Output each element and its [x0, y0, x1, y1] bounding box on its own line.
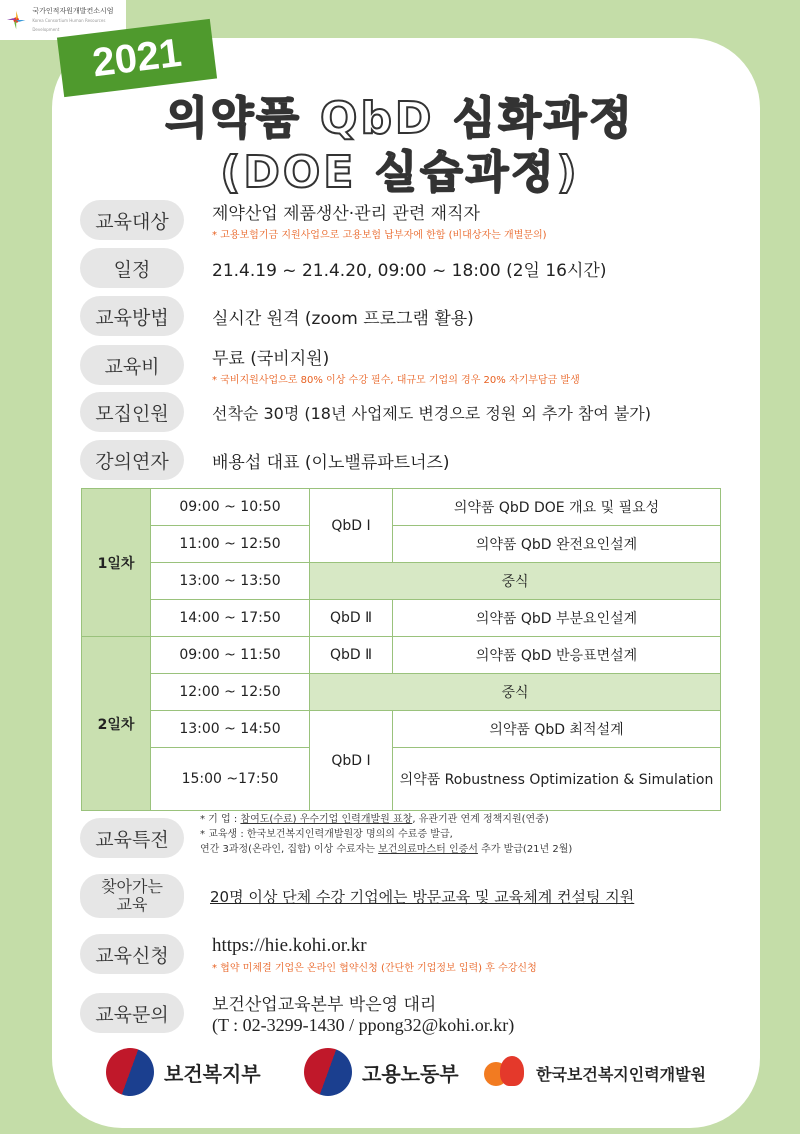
lecturer-row [80, 440, 450, 480]
program-subtitle: Korea Consortium Human Resources Development [32, 17, 106, 32]
visiting-label [80, 874, 184, 918]
visiting-label-line2: 교육 [116, 895, 148, 914]
schedule-value: 21.4.19 ~ 21.4.20, 09:00 ~ 18:00 (2일 16시간) [212, 260, 607, 281]
fee-label: 교육비 [80, 345, 184, 385]
org3-name: 한국보건복지인력개발원 [536, 1064, 707, 1084]
consortium-logo-icon [6, 9, 26, 31]
method-row [80, 296, 474, 336]
mohw-logo [106, 1048, 261, 1096]
contact-line2: (T : 02-3299-1430 / ppong32@kohi.or.kr) [212, 1015, 515, 1035]
table-row [82, 526, 721, 563]
apply-url[interactable]: https://hie.kohi.or.kr [212, 934, 367, 956]
target-label: 교육대상 [80, 200, 184, 240]
topic-cell: 의약품 QbD 완전요인설계 [393, 526, 721, 563]
feature-line3-prefix: 연간 3과정(온라인, 집합) 이상 수료자는 [200, 844, 379, 855]
table-row [82, 600, 721, 637]
lecturer-label: 강의연자 [80, 440, 184, 480]
fee-value: 무료 (국비지원) [212, 349, 330, 369]
time-cell: 13:00 ~ 14:50 [151, 711, 310, 748]
topic-cell: 의약품 Robustness Optimization & Simulation [393, 748, 721, 811]
contact-line1: 보건산업교육본부 박은영 대리 [212, 995, 437, 1015]
lecturer-value: 배용섭 대표 (이노밸류파트너즈) [212, 452, 450, 473]
table-row [82, 489, 721, 526]
lunch-cell: 중식 [310, 563, 721, 600]
target-value: 제약산업 제품생산·관리 관련 재직자 [212, 204, 480, 224]
feature-line2: * 교육생 : 한국보건복지인력개발원장 명의의 수료증 발급, [200, 829, 453, 840]
time-cell: 12:00 ~ 12:50 [151, 674, 310, 711]
schedule-row [80, 248, 606, 288]
taeguk-emblem-icon [106, 1048, 154, 1096]
feature-line1-prefix: * 기 업 : [200, 814, 241, 825]
features-row [80, 818, 184, 858]
moel-logo [304, 1048, 459, 1096]
method-value: 실시간 원격 (zoom 프로그램 활용) [212, 308, 474, 329]
time-cell: 13:00 ~ 13:50 [151, 563, 310, 600]
topic-cell: 의약품 QbD 부분요인설계 [393, 600, 721, 637]
method-label: 교육방법 [80, 296, 184, 336]
feature-line3-suffix: 추가 발급(21년 2월) [477, 844, 573, 855]
contact-label: 교육문의 [80, 993, 184, 1033]
feature-line1-suffix: , 유관기관 연계 정책지원(연중) [412, 814, 549, 825]
target-note: * 고용보험기금 지원사업으로 고용보험 납부자에 한함 (비대상자는 개별문의) [212, 230, 547, 241]
kohi-emblem-icon [484, 1052, 526, 1094]
topic-cell: 의약품 QbD DOE 개요 및 필요성 [393, 489, 721, 526]
time-cell: 14:00 ~ 17:50 [151, 600, 310, 637]
schedule-label: 일정 [80, 248, 184, 288]
contact-row [80, 990, 514, 1036]
feature-line1-underlined: 참여도(수료) 우수기업 인력개발원 표창 [240, 814, 413, 825]
program-name: 국가인적자원개발컨소시엄 [32, 6, 114, 15]
lunch-cell: 중식 [310, 674, 721, 711]
fee-row [80, 344, 580, 386]
table-row [82, 711, 721, 748]
org2-name: 고용노동부 [362, 1061, 459, 1086]
apply-note: * 협약 미체결 기업은 온라인 협약신청 (간단한 기업정보 입력) 후 수강신청 [212, 962, 537, 974]
taeguk-emblem-icon [304, 1048, 352, 1096]
day1-cell: 1일차 [82, 489, 151, 637]
table-row [82, 637, 721, 674]
features-label: 교육특전 [80, 818, 184, 858]
year-badge: 2021 [57, 19, 217, 97]
time-cell: 09:00 ~ 10:50 [151, 489, 310, 526]
apply-row [80, 934, 537, 974]
visiting-value: 20명 이상 단체 수강 기업에는 방문교육 및 교육체계 컨설팅 지원 [210, 887, 635, 906]
qbd-group-cell: QbD Ⅰ [310, 711, 393, 811]
apply-label: 교육신청 [80, 934, 184, 974]
time-cell: 15:00 ~17:50 [151, 748, 310, 811]
qbd-group-cell: QbD Ⅱ [310, 600, 393, 637]
time-cell: 09:00 ~ 11:50 [151, 637, 310, 674]
day2-cell: 2일차 [82, 637, 151, 811]
title-line2: (DOE 실습과정) [220, 147, 580, 198]
footer-logos [0, 1044, 800, 1104]
capacity-label: 모집인원 [80, 392, 184, 432]
kohi-logo [484, 1052, 706, 1094]
feature-line3-underlined: 보건의료마스터 인증서 [378, 844, 478, 855]
capacity-row [80, 392, 651, 432]
table-row [82, 748, 721, 811]
qbd-group-cell: QbD Ⅱ [310, 637, 393, 674]
table-row [82, 563, 721, 600]
topic-cell: 의약품 QbD 반응표면설계 [393, 637, 721, 674]
visiting-row [80, 874, 634, 918]
features-text [200, 812, 572, 857]
org1-name: 보건복지부 [164, 1061, 261, 1086]
table-row [82, 674, 721, 711]
time-cell: 11:00 ~ 12:50 [151, 526, 310, 563]
capacity-value: 선착순 30명 (18년 사업제도 변경으로 정원 외 추가 참여 불가) [212, 403, 652, 423]
fee-note: * 국비지원사업으로 80% 이상 수강 필수, 대규모 기업의 경우 20% 자기부담금 발생 [212, 375, 580, 386]
title-line1: 의약품 QbD 심화과정 [165, 93, 635, 144]
target-row [80, 199, 547, 241]
timetable [81, 488, 721, 811]
qbd-group-cell: QbD Ⅰ [310, 489, 393, 563]
visiting-label-line1: 찾아가는 [101, 877, 163, 896]
topic-cell: 의약품 QbD 최적설계 [393, 711, 721, 748]
